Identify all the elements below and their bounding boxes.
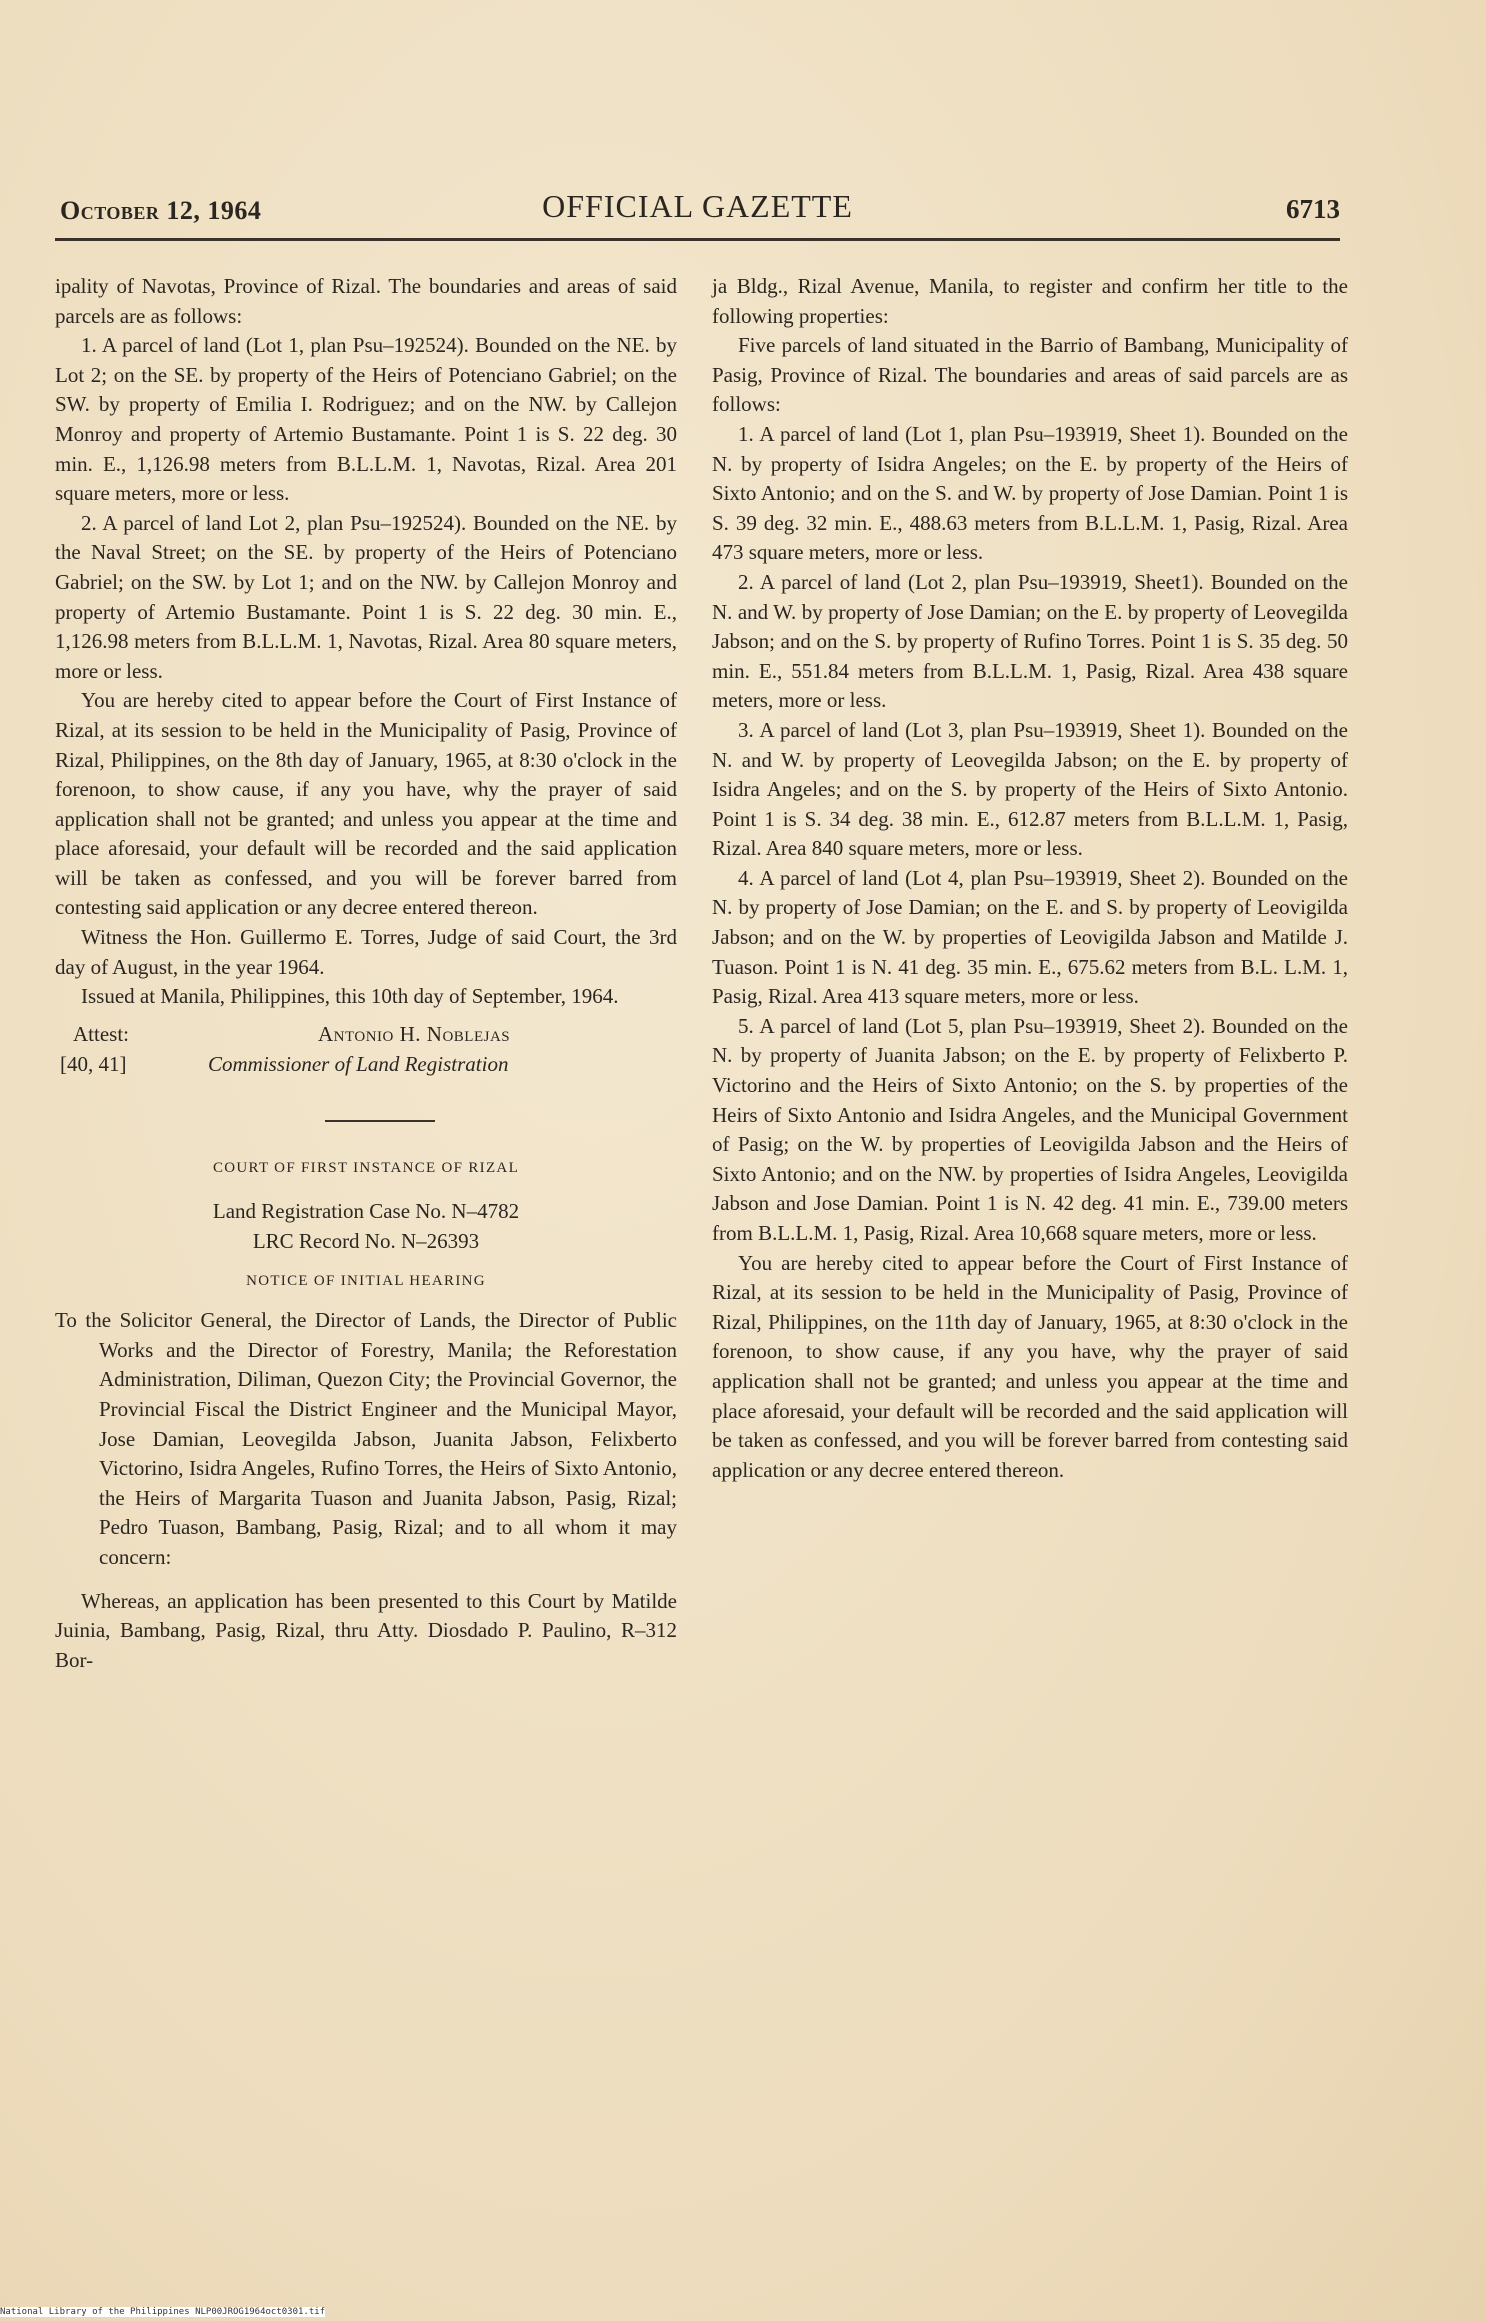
attest-label: Attest: xyxy=(73,1021,129,1046)
header-rule xyxy=(55,238,1340,241)
attestation xyxy=(55,1020,677,1084)
whereas-paragraph: Whereas, an application has been presented to this Court by Matilde Juinia, Bambang, Pasig, Rizal, thru Atty. Diosdado P. Paulino, R–312 Bor- xyxy=(55,1588,677,1672)
right-column xyxy=(712,272,1348,1485)
record-number: LRC Record No. N–26393 xyxy=(252,1229,480,1254)
paragraph: 5. A parcel of land (Lot 5, plan Psu–193919, Sheet 2). Bounded on the N. by property of Juanita Jabson; on the E. by property of Felixberto P. Victorino and the Heirs of Sixto Antonio; on the S. by properties of the Heirs of Sixto Antonio and Isidra Angeles, and the Municipal Government of Pasig; on the W. by properties of Leovigilda Jabson and the Heirs of Sixto Antonio; and on the NW. by properties of Isidra Angeles, Leovigilda Jabson and Jose Damian. Point 1 is N. 42 deg. 41 min. E., 739.00 meters from B.L.L.M. 1, Pasig, Rizal. Area 10,668 square meters, more or less. xyxy=(712,1013,1348,1245)
page-number: 6713 xyxy=(1286,194,1340,224)
paragraph: Witness the Hon. Guillermo E. Torres, Judge of said Court, the 3rd day of August, in the year 1964. xyxy=(55,925,677,979)
court-heading: COURT OF FIRST INSTANCE OF RIZAL xyxy=(212,1159,520,1176)
paragraph: 4. A parcel of land (Lot 4, plan Psu–193919, Sheet 2). Bounded on the N. by property of Jose Damian; on the E. and S. by property of Leovigilda Jabson; and on the W. by properties of Leovigilda Jabson and Matilde J. Tuason. Point 1 is N. 41 deg. 35 min. E., 675.62 meters from B.L. L.M. 1, Pasig, Rizal. Area 413 square meters, more or less. xyxy=(712,865,1348,1009)
paragraph: You are hereby cited to appear before the Court of First Instance of Rizal, at its session to be held in the Municipality of Pasig, Province of Rizal, Philippines, on the 8th day of January, 1965, at 8:30 o'clock in the forenoon, to show cause, if any you have, why the prayer of said application shall not be granted; and unless you appear at the time and place aforesaid, your default will be recorded and the said application will be taken as confessed, and you will be forever barred from contesting said application or any decree entered thereon. xyxy=(55,688,677,920)
notice-heading: NOTICE OF INITIAL HEARING xyxy=(246,1272,486,1289)
paragraph: Five parcels of land situated in the Barrio of Bambang, Municipality of Pasig, Province of Rizal. The boundaries and areas of said parcels are as follows: xyxy=(712,333,1348,417)
paragraph: Issued at Manila, Philippines, this 10th day of September, 1964. xyxy=(81,984,619,1009)
paragraph: 2. A parcel of land Lot 2, plan Psu–192524). Bounded on the NE. by the Naval Street; on the SE. by property of the Heirs of Potenciano Gabriel; on the SW. by Lot 1; and on the NW. by Callejon Monroy and property of Artemio Bustamante. Point 1 is S. 22 deg. 30 min. E., 1,126.98 meters from B.L.L.M. 1, Navotas, Rizal. Area 80 square meters, more or less. xyxy=(55,510,677,683)
header-title: OFFICIAL GAZETTE xyxy=(542,188,853,224)
attest-reference: [40, 41] xyxy=(60,1051,127,1076)
paragraph: 1. A parcel of land (Lot 1, plan Psu–192524). Bounded on the NE. by Lot 2; on the SE. by property of the Heirs of Potenciano Gabriel; on the SW. by property of Emilia I. Rodriguez; and on the NW. by Callejon Monroy and property of Artemio Bustamante. Point 1 is S. 22 deg. 30 min. E., 1,126.98 meters from B.L.L.M. 1, Navotas, Rizal. Area 201 square meters, more or less. xyxy=(55,333,677,506)
paragraph: ja Bldg., Rizal Avenue, Manila, to register and confirm her title to the following properties: xyxy=(712,274,1348,328)
paragraph: 1. A parcel of land (Lot 1, plan Psu–193919, Sheet 1). Bounded on the N. by property of Isidra Angeles; on the E. by property of the Heirs of Sixto Antonio; and on the S. and W. by property of Jose Damian. Point 1 is S. 39 deg. 32 min. E., 488.63 meters from B.L.L.M. 1, Pasig, Rizal. Area 473 square meters, more or less. xyxy=(712,421,1348,565)
paragraph: ipality of Navotas, Province of Rizal. The boundaries and areas of said parcels are as follows: xyxy=(55,274,677,328)
page-header xyxy=(55,186,1340,236)
paragraph: 3. A parcel of land (Lot 3, plan Psu–193919, Sheet 1). Bounded on the N. and W. by property of Leovegilda Jabson; on the E. by property of Isidra Angeles; and on the S. by property of the Heirs of Sixto Antonio. Point 1 is S. 34 deg. 38 min. E., 612.87 meters from B.L.L.M. 1, Pasig, Rizal. Area 840 square meters, more or less. xyxy=(712,717,1348,861)
case-number: Land Registration Case No. N–4782 xyxy=(212,1199,520,1224)
attest-title: Commissioner of Land Registration xyxy=(208,1051,509,1076)
left-column xyxy=(55,272,677,1675)
paragraph: You are hereby cited to appear before the Court of First Instance of Rizal, at its session to be held in the Municipality of Pasig, Province of Rizal, Philippines, on the 11th day of January, 1965, at 8:30 o'clock in the forenoon, to show cause, if any you have, why the prayer of said application shall not be granted; and unless you appear at the time and place aforesaid, your default will be recorded and the said application will be taken as confessed, and you will be forever barred from contesting said application or any decree entered thereon. xyxy=(712,1250,1348,1482)
paragraph: 2. A parcel of land (Lot 2, plan Psu–193919, Sheet1). Bounded on the N. and W. by property of Jose Damian; on the E. by property of Leovegilda Jabson; and on the S. by property of Rufino Torres. Point 1 is S. 35 deg. 50 min. E., 551.84 meters from B.L.L.M. 1, Pasig, Rizal. Area 438 square meters, more or less. xyxy=(712,569,1348,713)
attest-name: Antonio H. Noblejas xyxy=(318,1021,511,1046)
section-divider xyxy=(325,1120,435,1122)
header-date: October 12, 1964 xyxy=(60,196,262,225)
addressee-paragraph: To the Solicitor General, the Director of Lands, the Director of Public Works and the Director of Forestry, Manila; the Reforestation Administration, Diliman, Quezon City; the Provincial Governor, the Provincial Fiscal the District Engineer and the Municipal Mayor, Jose Damian, Leovegilda Jabson, Juanita Jabson, Felixberto Victorino, Isidra Angeles, Rufino Torres, the Heirs of Sixto Antonio, the Heirs of Margarita Tuason and Juanita Jabson, Pasig, Rizal; Pedro Tuason, Bambang, Pasig, Rizal; and to all whom it may concern: xyxy=(55,1308,677,1569)
scan-footer: National Library of the Philippines NLP00JROG1964oct0301.tif xyxy=(0,2307,326,2317)
